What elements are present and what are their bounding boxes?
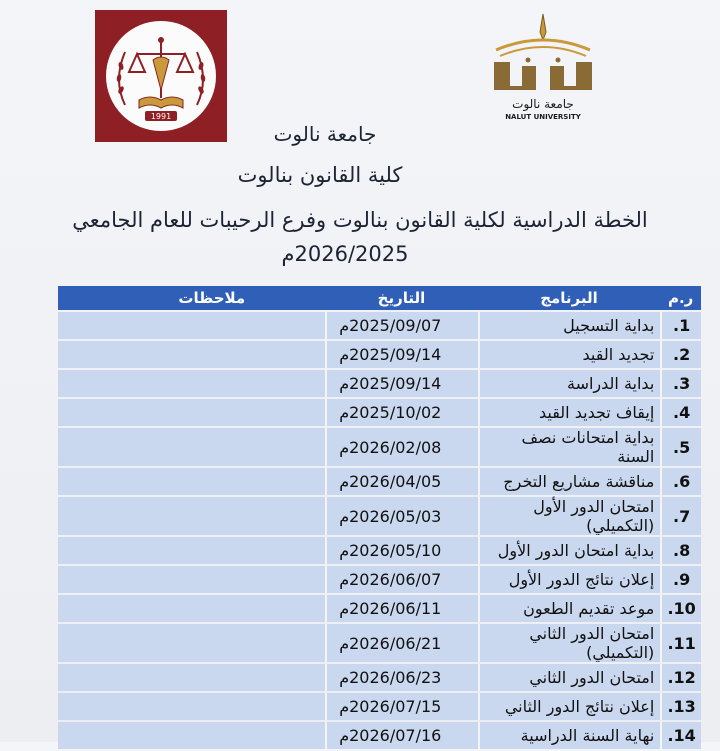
row-program: امتحان الدور الأول (التكميلي) [478,497,661,535]
table-row [58,428,701,466]
row-notes [58,341,325,368]
table-header-row [58,286,701,310]
table-row [58,341,701,368]
row-program: نهاية السنة الدراسية [478,722,661,749]
row-date: 2026/02/08م [325,428,478,466]
table-row [58,624,701,662]
row-program: موعد تقديم الطعون [478,595,661,622]
college-name: كلية القانون بنالوت [237,163,403,187]
row-number: 9. [660,566,701,593]
scales-of-justice-icon [95,10,227,142]
row-notes [58,370,325,397]
row-date: 2025/10/02م [325,399,478,426]
university-name: جامعة نالوت [273,122,377,146]
university-logo [476,10,610,122]
table-row [58,468,701,495]
row-program: امتحان الدور الثاني (التكميلي) [478,624,661,662]
table-row [58,595,701,622]
row-number: 6. [660,468,701,495]
academic-year: 2026/2025م [281,242,409,266]
table-row [58,693,701,720]
header-date: التاريخ [325,286,478,310]
row-date: 2025/09/14م [325,370,478,397]
row-date: 2026/05/03م [325,497,478,535]
row-notes [58,537,325,564]
row-date: 2026/05/10م [325,537,478,564]
logo-uni-name-en: NALUT UNIVERSITY [505,113,581,121]
row-number: 1. [660,312,701,339]
table-row [58,497,701,535]
row-program: بداية التسجيل [478,312,661,339]
row-notes [58,722,325,749]
row-program: بداية امتحان الدور الأول [478,537,661,564]
row-date: 2025/09/14م [325,341,478,368]
row-date: 2025/09/07م [325,312,478,339]
header-program: البرنامج [478,286,661,310]
row-number: 4. [660,399,701,426]
row-notes [58,428,325,466]
table-row [58,312,701,339]
row-number: 13. [660,693,701,720]
row-notes [58,468,325,495]
row-number: 11. [660,624,701,662]
schedule-table [58,284,701,751]
row-date: 2026/06/11م [325,595,478,622]
table-row [58,537,701,564]
table-row [58,370,701,397]
row-date: 2026/04/05م [325,468,478,495]
table-row [58,722,701,749]
logo-year-text: 1991 [150,112,172,121]
row-notes [58,595,325,622]
row-date: 2026/06/23م [325,664,478,691]
table-row [58,566,701,593]
row-notes [58,566,325,593]
row-number: 10. [660,595,701,622]
row-program: تجديد القيد [478,341,661,368]
row-date: 2026/07/16م [325,722,478,749]
row-program: إعلان نتائج الدور الثاني [478,693,661,720]
row-notes [58,399,325,426]
row-number: 8. [660,537,701,564]
table-row [58,399,701,426]
header-notes: ملاحظات [58,286,325,310]
row-number: 5. [660,428,701,466]
row-notes [58,664,325,691]
row-date: 2026/06/07م [325,566,478,593]
row-date: 2026/07/15م [325,693,478,720]
row-number: 12. [660,664,701,691]
row-number: 7. [660,497,701,535]
row-program: مناقشة مشاريع التخرج [478,468,661,495]
row-number: 3. [660,370,701,397]
row-notes [58,312,325,339]
university-emblem-icon [476,10,610,122]
row-date: 2026/06/21م [325,624,478,662]
law-college-logo [95,10,227,142]
row-notes [58,624,325,662]
plan-title: الخطة الدراسية لكلية القانون بنالوت وفرع الرحيبات للعام الجامعي [72,208,648,232]
table-row [58,664,701,691]
header-number: ر.م [660,286,701,310]
row-notes [58,693,325,720]
row-program: امتحان الدور الثاني [478,664,661,691]
row-program: إعلان نتائج الدور الأول [478,566,661,593]
logo-uni-name-ar: جامعة نالوت [512,97,574,111]
row-program: بداية الدراسة [478,370,661,397]
row-number: 14. [660,722,701,749]
row-program: إيقاف تجديد القيد [478,399,661,426]
row-number: 2. [660,341,701,368]
row-program: بداية امتحانات نصف السنة [478,428,661,466]
row-notes [58,497,325,535]
